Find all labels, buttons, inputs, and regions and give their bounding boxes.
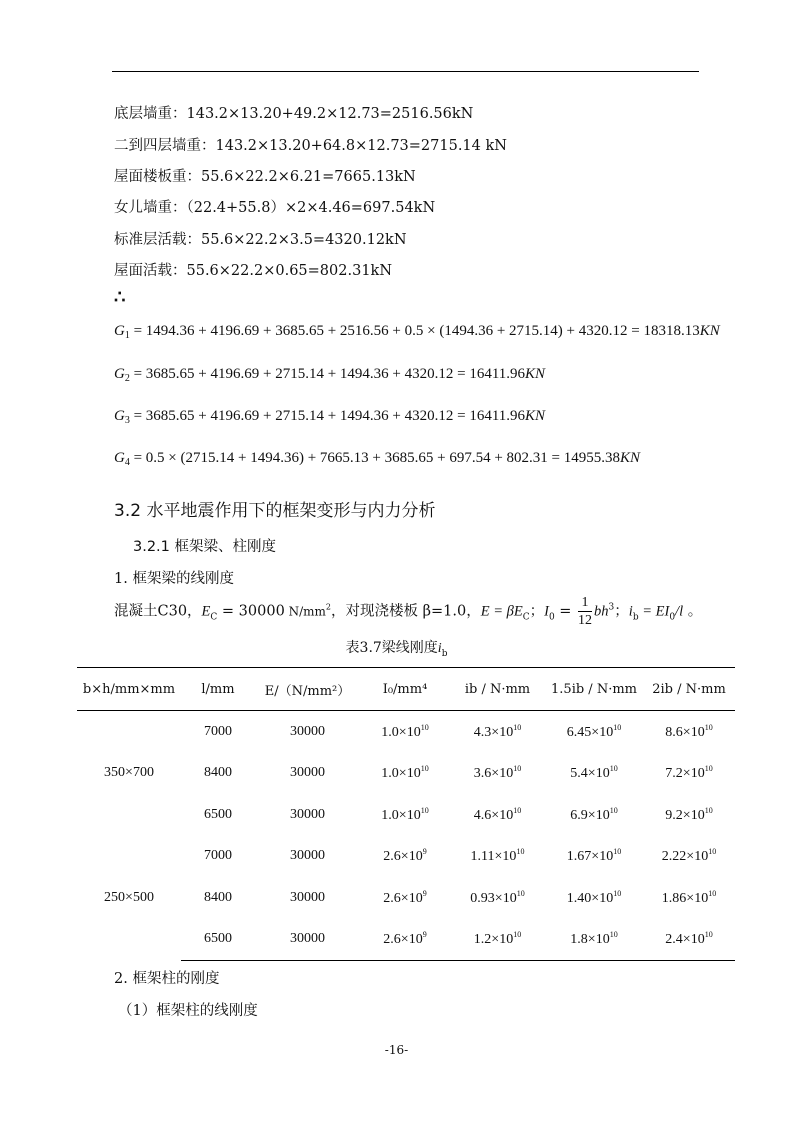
column-header: b×h/mm×mm: [77, 668, 181, 711]
table-cell: $6.9\times 10^{10}$: [570, 805, 618, 823]
table-cell: 6500: [181, 919, 255, 961]
page-number: -16-: [384, 1043, 409, 1057]
equation-g3: $G_3 = 3685.65 + 4196.69 + 2715.14 + 1494.36 + 4320.12 = 16411.96KN$: [114, 408, 546, 426]
table-cell: $1.40\times 10^{10}$: [566, 888, 622, 906]
column-header: l/mm: [181, 668, 255, 711]
table-cell: $5.4\times 10^{10}$: [570, 764, 618, 782]
text-line: 标准层活载：55.6×22.2×3.5=4320.12kN: [114, 232, 407, 248]
table-cell: $7.2\times 10^{10}$: [665, 764, 713, 782]
subsection-heading: 3.2.1 框架梁、柱刚度: [133, 539, 277, 555]
table-cell: $3.6\times 10^{10}$: [473, 764, 522, 782]
table-cell: $2.4\times 10^{10}$: [643, 919, 735, 961]
table-cell: 30000: [290, 848, 325, 864]
table-cell: $4.3\times 10^{10}$: [473, 722, 522, 740]
table-cell: $1.0\times 10^{10}$: [381, 722, 429, 740]
column-header: E/（N/mm²）: [255, 668, 360, 711]
table-cell: $9.2\times 10^{10}$: [665, 805, 713, 823]
section-cell: 250×500: [104, 890, 154, 905]
item-heading: 2. 框架柱的刚度: [114, 971, 220, 987]
beam-stiffness-table: [77, 667, 735, 961]
section-cell: 350×700: [104, 765, 154, 781]
table-cell: 30000: [255, 919, 360, 961]
column-header: 1.5ib / N·mm: [545, 668, 643, 711]
text-line: 底层墙重：143.2×13.20+49.2×12.73=2516.56kN: [114, 106, 474, 122]
table-cell: 30000: [290, 765, 325, 781]
fraction: $\frac{1}{12}$: [578, 595, 593, 628]
table-cell: $2.22\times 10^{10}$: [661, 847, 717, 865]
table-cell: $1.8\times 10^{10}$: [545, 919, 643, 961]
table-cell: $1.0\times 10^{10}$: [381, 805, 429, 823]
table-cell: $6.45\times 10^{10}$: [566, 722, 622, 740]
table-cell: $4.6\times 10^{10}$: [473, 805, 522, 823]
formula-line: 混凝土C30，$E_C = 30000$ $N/mm^2$，对现浇楼板 β=1.0，$E = \beta E_C$；$I_0$ = $\frac{1}{12}$ $bh^3$；$i_b = EI_0/l$ 。: [114, 595, 703, 628]
table-cell: 30000: [290, 723, 325, 739]
table-cell: $2.6\times 10^9$: [383, 847, 427, 865]
item-heading: 1. 框架梁的线刚度: [114, 571, 234, 587]
table-cell: $0.93\times 10^{10}$: [470, 888, 525, 906]
text-line: 女儿墙重：（22.4+55.8）×2×4.46=697.54kN: [114, 200, 436, 216]
header-rule: [112, 71, 699, 72]
therefore-symbol: ∴: [114, 287, 126, 308]
text-line: 二到四层墙重：143.2×13.20+64.8×12.73=2715.14 kN: [114, 138, 507, 154]
table-cell: $2.6\times 10^9$: [360, 919, 450, 961]
table-cell: 30000: [290, 806, 325, 822]
text-line: 屋面活载：55.6×22.2×0.65=802.31kN: [114, 263, 393, 279]
table-cell: 7000: [204, 848, 232, 864]
item-subheading: （1）框架柱的线刚度: [118, 1003, 258, 1019]
column-header: 2ib / N·mm: [643, 668, 735, 711]
equation-g1: $G_1 = 1494.36 + 4196.69 + 3685.65 + 2516.56 + 0.5 \times (1494.36 + 2715.14) + 4320.12 = 18318.13KN$: [114, 323, 720, 341]
section-heading: 3.2 水平地震作用下的框架变形与内力分析: [114, 501, 436, 521]
equation-g2: $G_2 = 3685.65 + 4196.69 + 2715.14 + 1494.36 + 4320.12 = 16411.96KN$: [114, 366, 546, 384]
table-header-row: [77, 668, 735, 711]
table-cell: $1.0\times 10^{10}$: [381, 764, 429, 782]
table-cell: 8400: [204, 889, 232, 905]
table-cell: 6500: [204, 806, 232, 822]
table-cell: $1.2\times 10^{10}$: [450, 919, 545, 961]
table-cell: 30000: [290, 889, 325, 905]
text-line: 屋面楼板重：55.6×22.2×6.21=7665.13kN: [114, 169, 416, 185]
table-caption: 表3.7梁线刚度$i_b$: [345, 640, 448, 659]
equation-g4: $G_4 = 0.5 \times (2715.14 + 1494.36) + 7665.13 + 3685.65 + 697.54 + 802.31 = 14955.38KN$: [114, 450, 641, 468]
table-cell: 7000: [204, 723, 232, 739]
table-row: [77, 711, 735, 753]
table-cell: $1.67\times 10^{10}$: [566, 847, 622, 865]
table-row: [77, 836, 735, 878]
table-cell: $2.6\times 10^9$: [383, 888, 427, 906]
table-cell: 8400: [204, 765, 232, 781]
table-cell: $8.6\times 10^{10}$: [665, 722, 713, 740]
table-cell: $1.11\times 10^{10}$: [470, 847, 525, 865]
column-header: ib / N·mm: [450, 668, 545, 711]
column-header: I₀/mm⁴: [360, 668, 450, 711]
table-cell: $1.86\times 10^{10}$: [661, 888, 717, 906]
